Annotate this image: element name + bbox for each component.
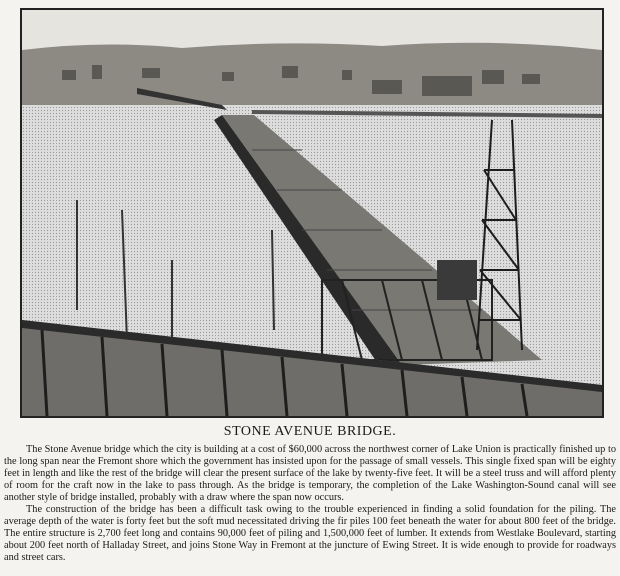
article-body <box>4 444 616 564</box>
bridge-photo-illustration <box>22 10 602 416</box>
bridge-photo <box>20 8 604 418</box>
photo-caption: STONE AVENUE BRIDGE. <box>223 424 397 439</box>
article-paragraph: The construction of the bridge has been a difficult task owing to the trouble experienced in finding a solid foundation for the piling. The average depth of the water is forty feet but the soft mud necessitated driving the fir piles 100 feet beneath the water for about 800 feet of the bridge. The entire structure is 2,700 feet long and contains 90,000 feet of piling and 1,500,000 feet of lumber. It extends from Westlake Boulevard, starting about 200 feet north of Halladay Street, and joins Stone Way in Fremont at the juncture of Ewing Street. It is wide enough to provide for roadways and street cars. <box>4 504 616 564</box>
article-paragraph: The Stone Avenue bridge which the city is building at a cost of $60,000 across the northwest corner of Lake Union is practically finished up to the long span near the Fremont shore which the government has insisted upon for the passage of small vessels. This single fixed span will be eighty feet in length and like the rest of the bridge will clear the present surface of the lake by twenty-five feet. It will be a steel truss and will afford plenty of room for the craft now in the lake to pass through. As the bridge is temporary, the completion of the Lake Washington-Sound canal will see another style of bridge installed, probably with a draw where the span now occurs. <box>4 444 616 504</box>
